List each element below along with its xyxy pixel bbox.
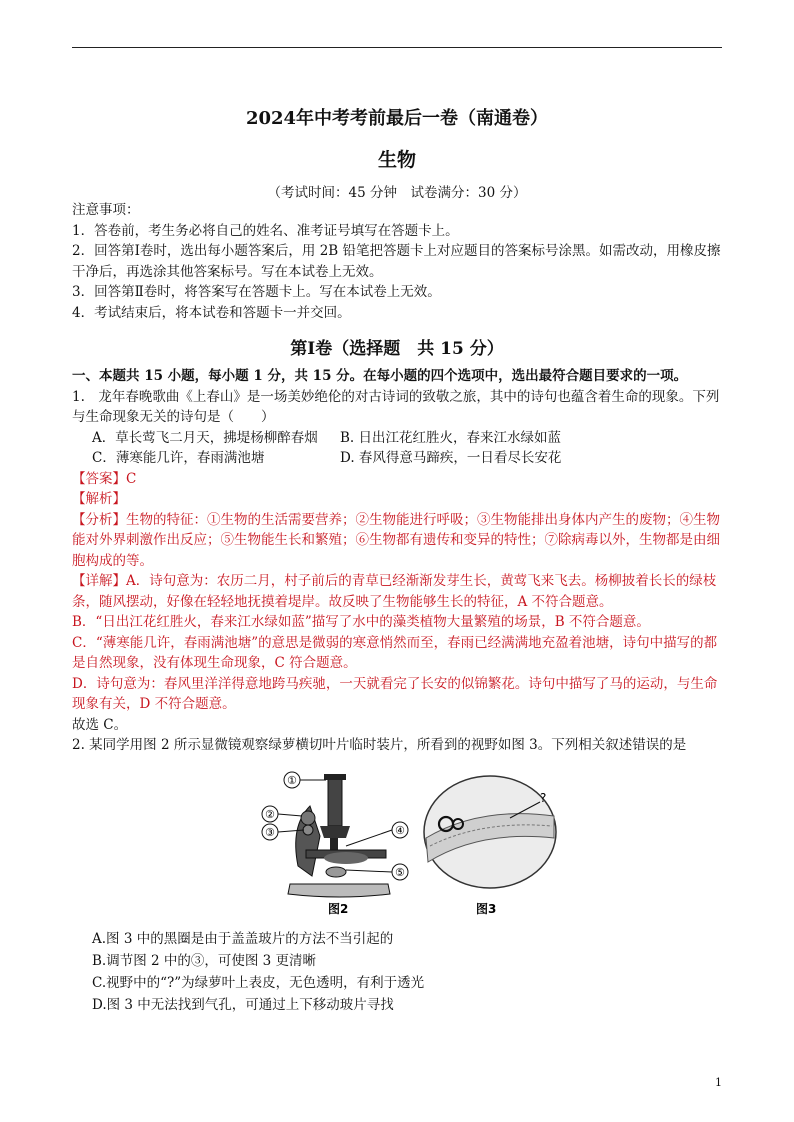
q2-stem: 2. 某同学用图 2 所示显微镜观察绿萝横切叶片临时装片，所看到的视野如图 3。下列相关叙述错误的是 <box>72 737 687 753</box>
header-rule <box>72 47 722 48</box>
q1-fenxi: 【分析】生物的特征：①生物的生活需要营养；②生物能进行呼吸；③生物能排出身体内产生的废物；④生物能对外界刺激作出反应；⑤生物能生长和繁殖；⑥生物都有遗传和变异的特性；⑦除病毒以外，生物都是由细胞构成的等。 <box>72 511 720 569</box>
q1-option-c: C．薄寒能几许，春雨满池塘 <box>92 450 265 466</box>
notes <box>72 200 724 323</box>
microscope-figure <box>262 772 408 916</box>
note-item: 3．回答第Ⅱ卷时，将答案写在答题卡上。写在本试卷上无效。 <box>72 284 441 300</box>
q2-option-b: B.调节图 2 中的③，可使图 3 更清晰 <box>92 953 317 969</box>
q2-figures-svg <box>250 766 580 918</box>
fig2-label-1: ① <box>287 774 297 787</box>
field-of-view-figure <box>424 776 556 916</box>
q1-option-d: D. 春风得意马蹄疾，一日看尽长安花 <box>340 450 562 466</box>
note-item: 2．回答第Ⅰ卷时，选出每小题答案后，用 2B 铅笔把答题卡上对应题目的答案标号涂黑。如需改动，用橡皮擦干净后，再选涂其他答案标号。写在本试卷上无效。 <box>72 243 721 280</box>
q1-xiangjie-a: 【详解】A．诗句意为：农历二月，村子前后的青草已经渐渐发芽生长，黄莺飞来飞去。杨柳披着长长的绿枝条，随风摆动，好像在轻轻地抚摸着堤岸。故反映了生物能够生长的特征，A 不符合题意。 <box>72 573 717 610</box>
q2-option-a: A.图 3 中的黑圈是由于盖盖玻片的方法不当引起的 <box>92 931 394 947</box>
fig3-question-mark: ? <box>540 791 547 805</box>
exam-info: （考试时间：45 分钟 试卷满分：30 分） <box>267 185 527 201</box>
q2-option-d: D.图 3 中无法找到气孔，可通过上下移动玻片寻找 <box>92 997 394 1013</box>
fig2-label-2: ② <box>265 808 275 821</box>
q2-figures <box>250 766 580 918</box>
notes-heading: 注意事项： <box>72 202 140 218</box>
fig2-label-3: ③ <box>265 826 275 839</box>
fig2-label-5: ⑤ <box>395 866 405 879</box>
q1-conclusion: 故选 C。 <box>72 716 128 733</box>
question-1-block <box>72 366 724 756</box>
q1-option-a: A．草长莺飞二月天，拂堤杨柳醉春烟 <box>92 429 318 446</box>
q1-analysis-label: 【解析】 <box>72 491 126 507</box>
fig3-caption: 图3 <box>476 902 497 916</box>
q1-options-row-2 <box>72 448 724 469</box>
q2-options <box>92 928 692 1016</box>
q1-options-row-1 <box>72 428 724 449</box>
q1-xiangjie-c: C．“薄寒能几许，春雨满池塘”的意思是微弱的寒意悄然而至，春雨已经满满地充盈着池塘，诗句中描写的都是自然现象，没有体现生命现象，C 符合题意。 <box>72 634 718 671</box>
q1-stem: 1. 龙年春晚歌曲《上春山》是一场美妙绝伦的对古诗词的致敬之旅，其中的诗句也蕴含着生命的现象。下列与生命现象无关的诗句是（ ） <box>72 388 720 425</box>
exam-title: 2024年中考考前最后一卷（南通卷） <box>245 108 549 129</box>
subject-title: 生物 <box>377 149 416 171</box>
q1-option-b: B. 日出江花红胜火，春来江水绿如蓝 <box>340 429 562 446</box>
q1-xiangjie-b: B．“日出江花红胜火，春来江水绿如蓝”描写了水中的藻类植物大量繁殖的场景，B 不符合题意。 <box>72 614 650 630</box>
page-number: 1 <box>715 1076 722 1089</box>
part-instruction: 一、本题共 15 小题，每小题 1 分，共 15 分。在每小题的四个选项中，选出最符合题目要求的一项。 <box>72 368 688 384</box>
note-item: 1．答卷前，考生务必将自己的姓名、准考证号填写在答题卡上。 <box>72 222 459 239</box>
q2-option-c: C.视野中的“?”为绿萝叶上表皮，无色透明，有利于透光 <box>92 975 425 991</box>
q1-answer: 【答案】C <box>72 470 137 487</box>
fig2-label-4: ④ <box>395 824 405 837</box>
section-title: 第Ⅰ卷（选择题 共 15 分） <box>290 339 504 359</box>
fig2-caption: 图2 <box>328 902 349 916</box>
note-item: 4．考试结束后，将本试卷和答题卡一并交回。 <box>72 304 351 321</box>
q1-xiangjie-d: D．诗句意为：春风里洋洋得意地跨马疾驰，一天就看完了长安的似锦繁花。诗句中描写了马的运动，与生命现象有关，D 不符合题意。 <box>72 675 718 712</box>
